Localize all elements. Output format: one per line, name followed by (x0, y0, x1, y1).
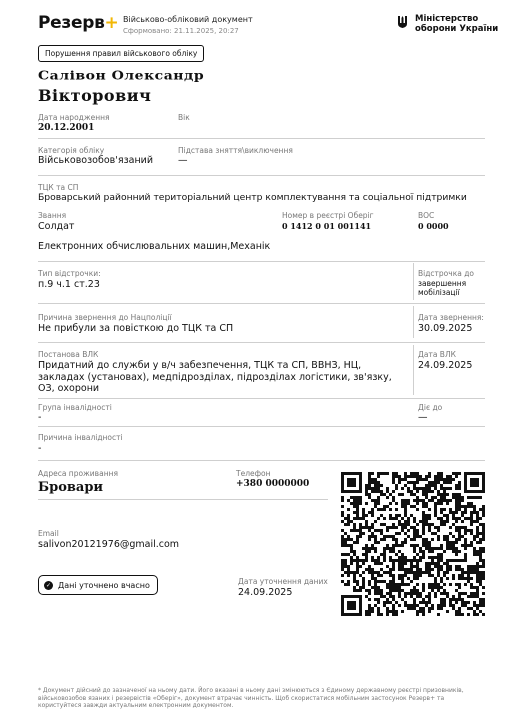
logo-text: Резерв (38, 13, 105, 33)
birth-date-value: 20.12.2001 (38, 123, 95, 133)
data-confirmed-text: Дані уточнено вчасно (58, 580, 150, 590)
phone-label: Телефон (236, 469, 271, 478)
police-date-label: Дата звернення: (418, 313, 484, 322)
vlk-value: Придатний до служби у в/ч забезпечення, ТЦК та СП, ВВНЗ, НЦ, закладах (установах), медпідрозділах, підрозділах логістики, зв'язку, ОЗ, охорони (38, 360, 392, 394)
category-label: Категорія обліку (38, 146, 105, 155)
address-value: Бровари (38, 480, 104, 495)
category-value: Військовозобов'язаний (38, 155, 154, 166)
vlk-date-value: 24.09.2025 (418, 360, 473, 371)
data-confirmed-badge (38, 575, 158, 595)
disability-reason-value: - (38, 443, 42, 454)
birth-date-label: Дата народження (38, 113, 110, 122)
document-title: Військово-обліковий документ (123, 15, 253, 24)
basis-label: Підстава зняття\виключення (178, 146, 293, 155)
deferral-type-label: Тип відстрочки: (38, 269, 101, 278)
update-date-value: 24.09.2025 (238, 587, 293, 598)
age-label: Вік (178, 113, 190, 122)
column-divider (413, 345, 414, 395)
divider (38, 261, 485, 262)
divider (38, 342, 485, 343)
footnote: * Документ дійсний до зазначеної на ньому дати. Його вказані в ньому дані змінюються з Єдиному державному реєстрі призовників, військовозобов язаних і резервістів «Оберіг», документ втрачає чинність. Щоб скористатися мобільним застосунок Резерв+ та користуйтеся завжди актуальним електронним документом. (38, 687, 464, 709)
deferral-until-label: Відстрочка до (418, 269, 474, 278)
disability-group-label: Група інвалідності (38, 403, 112, 412)
police-reason-value: Не прибули за повісткою до ТЦК та СП (38, 323, 234, 334)
ministry-line-2: оборони України (415, 24, 499, 34)
specialty-value: Електронних обчислювальних машин,Механік (38, 241, 271, 252)
email-label: Email (38, 529, 59, 538)
basis-value: — (178, 155, 188, 166)
vlk-date-label: Дата ВЛК (418, 350, 456, 359)
divider (38, 303, 485, 304)
update-date-label: Дата уточнення даних (238, 577, 328, 586)
column-divider (413, 263, 414, 300)
email-value: salivon20121976@gmail.com (38, 539, 180, 550)
qr-code (341, 472, 485, 616)
app-logo (38, 13, 118, 33)
deferral-until-value: завершення мобілізації (418, 279, 467, 297)
register-value: 0 1412 0 01 001141 (282, 221, 372, 231)
person-name-line-1: Салівон Олександр (38, 69, 205, 83)
check-icon: ✓ (45, 581, 52, 589)
violation-badge: Порушення правил військового обліку (38, 45, 204, 62)
divider (38, 138, 485, 139)
generated-timestamp: Сформовано: 21.11.2025, 20:27 (123, 27, 239, 35)
divider (38, 499, 328, 500)
column-divider (413, 306, 414, 338)
disability-group-value: - (38, 412, 42, 423)
rank-label: Звання (38, 211, 67, 220)
person-name-line-2: Вікторович (38, 86, 152, 105)
vlk-label: Постанова ВЛК (38, 350, 99, 359)
logo-plus: + (104, 13, 119, 33)
vos-label: ВОС (418, 211, 435, 220)
deferral-type-value: п.9 ч.1 ст.23 (38, 279, 100, 290)
tck-value: Броварський районний територіальний центр комплектування та соціальної підтримки (38, 192, 467, 203)
ministry-line-1: Міністерство (415, 14, 479, 24)
register-label: Номер в реєстрі Оберіг (282, 211, 374, 220)
vos-value: 0 0000 (418, 221, 449, 231)
rank-value: Солдат (38, 221, 75, 232)
valid-until-value: — (418, 412, 428, 423)
police-date-value: 30.09.2025 (418, 323, 473, 334)
police-reason-label: Причина звернення до Нацполіції (38, 313, 172, 322)
trident-icon (397, 15, 408, 29)
divider (38, 398, 485, 399)
disability-reason-label: Причина інвалідності (38, 433, 123, 442)
tck-label: ТЦК та СП (38, 183, 79, 192)
address-label: Адреса проживання (38, 469, 119, 478)
ministry-name (415, 14, 498, 34)
phone-value: +380 0000000 (236, 479, 310, 489)
divider (38, 426, 485, 427)
valid-until-label: Діє до (418, 403, 443, 412)
divider (38, 460, 485, 461)
divider (38, 175, 485, 176)
